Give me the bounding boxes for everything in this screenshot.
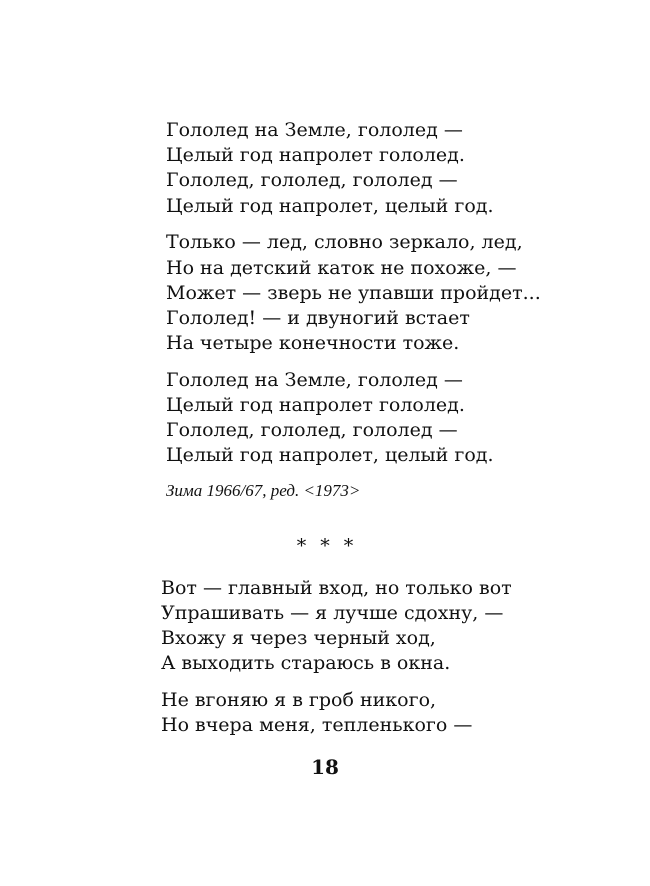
poem-line: Целый год напролет, целый год. bbox=[166, 195, 494, 217]
poem-line: Вот — главный вход, но только вот bbox=[161, 577, 512, 599]
poem-line: Не вгоняю я в гроб никого, bbox=[161, 689, 437, 711]
poem-line: Целый год напролет, целый год. bbox=[166, 444, 494, 466]
poem-line: Гололед, гололед, гололед — bbox=[166, 169, 458, 191]
page-number: 18 bbox=[311, 755, 339, 779]
poem-line: Гололед на Земле, гололед — bbox=[166, 119, 463, 141]
poem-line: Но вчера меня, тепленького — bbox=[161, 714, 473, 736]
poem-line: Но на детский каток не похоже, — bbox=[166, 257, 517, 279]
poem-line: Целый год напролет гололед. bbox=[166, 394, 465, 416]
poem-line: На четыре конечности тоже. bbox=[166, 332, 460, 354]
poem-line: А выходить стараюсь в окна. bbox=[161, 652, 451, 674]
poem-line: Только — лед, словно зеркало, лед, bbox=[166, 231, 523, 253]
poem-line: Целый год напролет гололед. bbox=[166, 144, 465, 166]
poem-dateline: Зима 1966/67, ред. <1973> bbox=[166, 481, 361, 500]
poem-line: Гололед, гололед, гололед — bbox=[166, 419, 458, 441]
poem-line: Гололед! — и двуногий встает bbox=[166, 307, 470, 329]
poem-line: Упрашивать — я лучше сдохну, — bbox=[161, 602, 504, 624]
poem-line: Гололед на Земле, гололед — bbox=[166, 369, 463, 391]
poem-line: Вхожу я через черный ход, bbox=[161, 627, 436, 649]
poem-line: Может — зверь не упавши пройдет... bbox=[166, 282, 541, 304]
section-separator: * * * bbox=[296, 535, 354, 557]
